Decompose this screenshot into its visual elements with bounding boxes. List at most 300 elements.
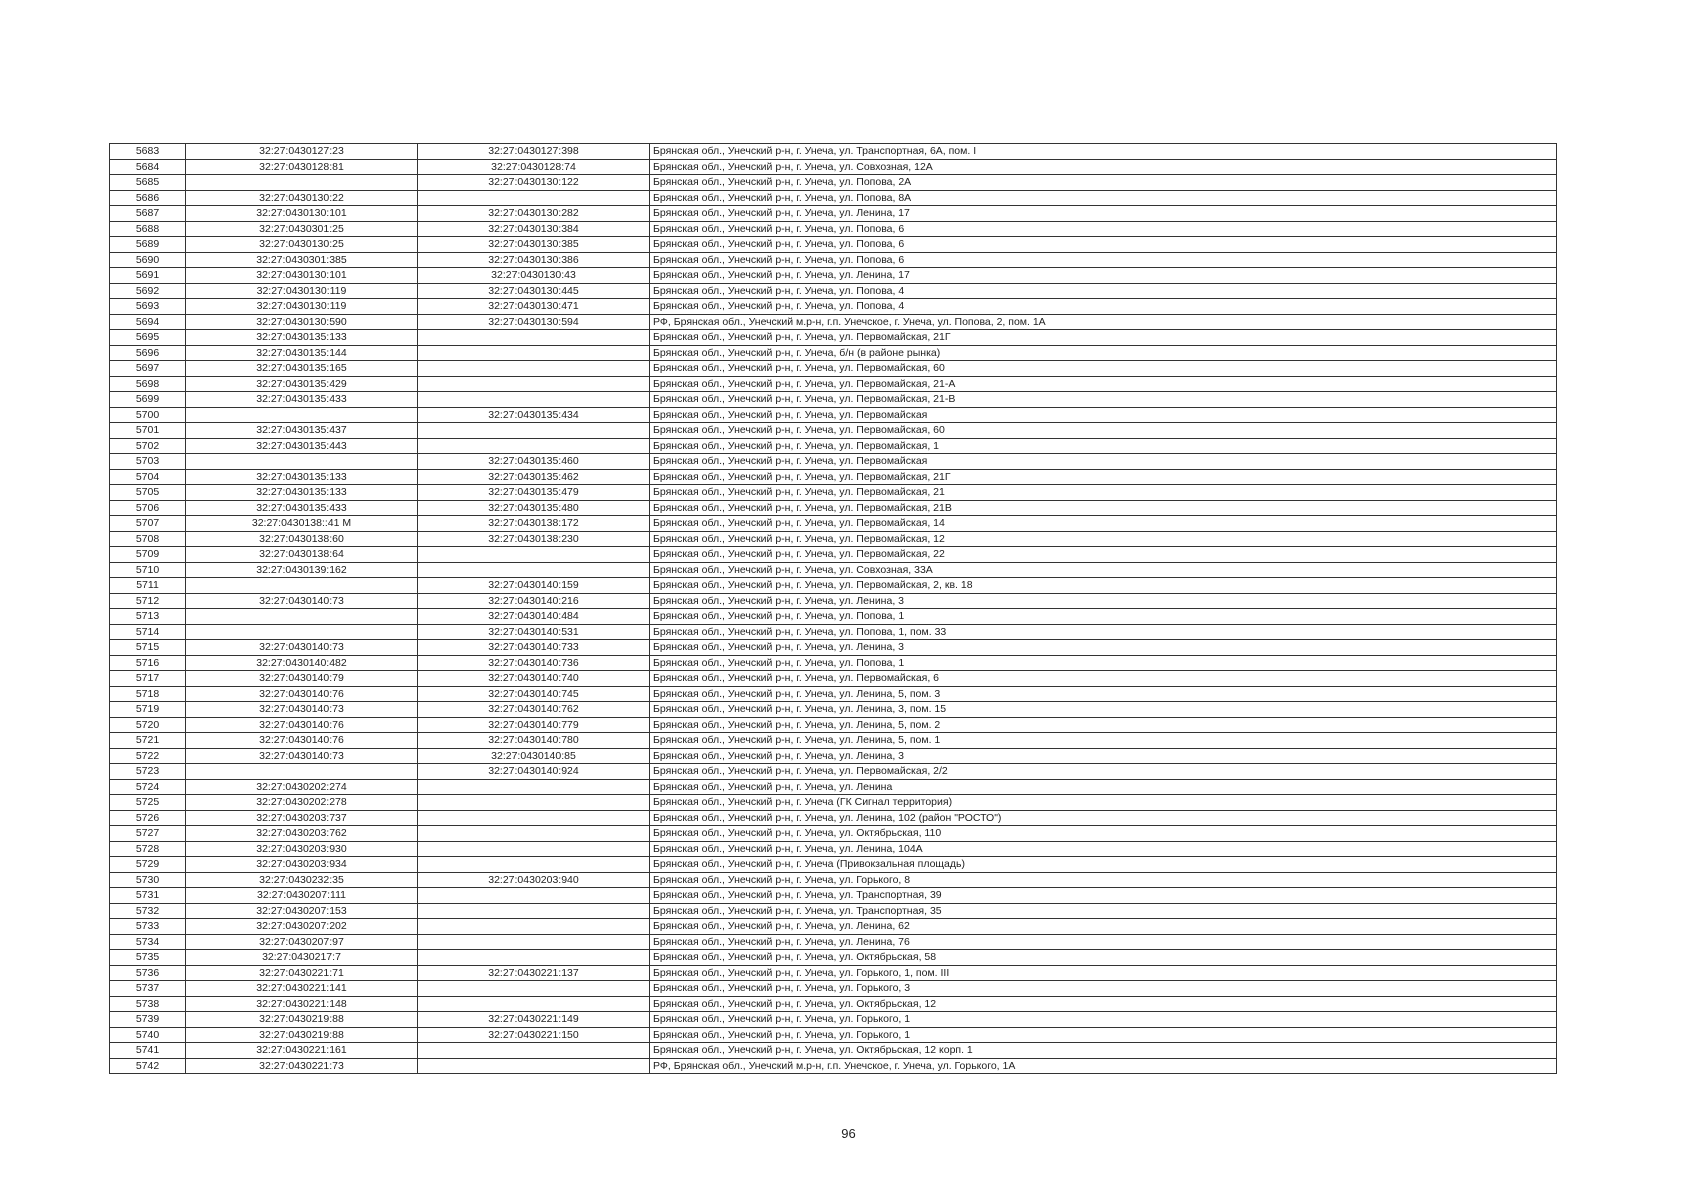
address-cell: Брянская обл., Унечский р-н, г. Унеча, ул. Первомайская, 21Г xyxy=(650,469,1557,485)
address-cell: Брянская обл., Унечский р-н, г. Унеча, ул. Попова, 4 xyxy=(650,283,1557,299)
address-cell: Брянская обл., Унечский р-н, г. Унеча, ул. Первомайская, 21-В xyxy=(650,392,1557,408)
object-cadastral-number-cell xyxy=(418,919,650,935)
address-cell: Брянская обл., Унечский р-н, г. Унеча, ул. Октябрьская, 110 xyxy=(650,826,1557,842)
table-row xyxy=(110,361,1557,377)
registry-table-body xyxy=(110,144,1557,1074)
cadastral-number-cell: 32:27:0430301:385 xyxy=(186,252,418,268)
row-number-cell: 5738 xyxy=(110,996,186,1012)
table-row xyxy=(110,965,1557,981)
cadastral-number-cell: 32:27:0430207:97 xyxy=(186,934,418,950)
table-row xyxy=(110,609,1557,625)
cadastral-number-cell: 32:27:0430138:64 xyxy=(186,547,418,563)
table-row xyxy=(110,934,1557,950)
cadastral-number-cell: 32:27:0430203:762 xyxy=(186,826,418,842)
cadastral-number-cell: 32:27:0430135:133 xyxy=(186,469,418,485)
object-cadastral-number-cell xyxy=(418,841,650,857)
cadastral-number-cell: 32:27:0430221:148 xyxy=(186,996,418,1012)
address-cell: Брянская обл., Унечский р-н, г. Унеча, ул. Первомайская, 60 xyxy=(650,361,1557,377)
cadastral-number-cell: 32:27:0430207:202 xyxy=(186,919,418,935)
address-cell: Брянская обл., Унечский р-н, г. Унеча, ул. Ленина, 17 xyxy=(650,206,1557,222)
cadastral-number-cell: 32:27:0430138:60 xyxy=(186,531,418,547)
cadastral-number-cell: 32:27:0430130:101 xyxy=(186,206,418,222)
address-cell: Брянская обл., Унечский р-н, г. Унеча, ул. Ленина, 62 xyxy=(650,919,1557,935)
cadastral-number-cell xyxy=(186,175,418,191)
cadastral-number-cell: 32:27:0430140:482 xyxy=(186,655,418,671)
cadastral-number-cell: 32:27:0430135:165 xyxy=(186,361,418,377)
object-cadastral-number-cell: 32:27:0430140:736 xyxy=(418,655,650,671)
table-row xyxy=(110,919,1557,935)
row-number-cell: 5719 xyxy=(110,702,186,718)
cadastral-number-cell: 32:27:0430130:119 xyxy=(186,299,418,315)
table-row xyxy=(110,733,1557,749)
address-cell: Брянская обл., Унечский р-н, г. Унеча, ул. Горького, 3 xyxy=(650,981,1557,997)
row-number-cell: 5684 xyxy=(110,159,186,175)
table-row xyxy=(110,144,1557,160)
cadastral-number-cell: 32:27:0430130:22 xyxy=(186,190,418,206)
address-cell: Брянская обл., Унечский р-н, г. Унеча, ул. Ленина, 5, пом. 3 xyxy=(650,686,1557,702)
table-row xyxy=(110,376,1557,392)
address-cell: Брянская обл., Унечский р-н, г. Унеча, ул. Транспортная, 6А, пом. I xyxy=(650,144,1557,160)
row-number-cell: 5724 xyxy=(110,779,186,795)
row-number-cell: 5721 xyxy=(110,733,186,749)
address-cell: Брянская обл., Унечский р-н, г. Унеча, ул. Октябрьская, 12 xyxy=(650,996,1557,1012)
row-number-cell: 5739 xyxy=(110,1012,186,1028)
row-number-cell: 5733 xyxy=(110,919,186,935)
address-cell: Брянская обл., Унечский р-н, г. Унеча, ул. Горького, 8 xyxy=(650,872,1557,888)
table-row xyxy=(110,1043,1557,1059)
row-number-cell: 5720 xyxy=(110,717,186,733)
address-cell: Брянская обл., Унечский р-н, г. Унеча, ул. Ленина, 3 xyxy=(650,748,1557,764)
object-cadastral-number-cell: 32:27:0430130:384 xyxy=(418,221,650,237)
row-number-cell: 5706 xyxy=(110,500,186,516)
table-row xyxy=(110,252,1557,268)
table-row xyxy=(110,981,1557,997)
table-row xyxy=(110,702,1557,718)
cadastral-number-cell: 32:27:0430135:433 xyxy=(186,392,418,408)
row-number-cell: 5712 xyxy=(110,593,186,609)
row-number-cell: 5704 xyxy=(110,469,186,485)
cadastral-number-cell: 32:27:0430221:71 xyxy=(186,965,418,981)
table-row xyxy=(110,764,1557,780)
object-cadastral-number-cell: 32:27:0430221:137 xyxy=(418,965,650,981)
table-row xyxy=(110,407,1557,423)
address-cell: Брянская обл., Унечский р-н, г. Унеча, ул. Попова, 4 xyxy=(650,299,1557,315)
address-cell: Брянская обл., Унечский р-н, г. Унеча, ул. Первомайская, 60 xyxy=(650,423,1557,439)
cadastral-number-cell: 32:27:0430140:76 xyxy=(186,733,418,749)
row-number-cell: 5697 xyxy=(110,361,186,377)
cadastral-number-cell: 32:27:0430135:133 xyxy=(186,330,418,346)
cadastral-number-cell: 32:27:0430232:35 xyxy=(186,872,418,888)
object-cadastral-number-cell: 32:27:0430221:150 xyxy=(418,1027,650,1043)
cadastral-number-cell: 32:27:0430138::41 М xyxy=(186,516,418,532)
table-row xyxy=(110,330,1557,346)
row-number-cell: 5726 xyxy=(110,810,186,826)
table-row xyxy=(110,438,1557,454)
object-cadastral-number-cell xyxy=(418,376,650,392)
row-number-cell: 5707 xyxy=(110,516,186,532)
object-cadastral-number-cell xyxy=(418,361,650,377)
object-cadastral-number-cell xyxy=(418,547,650,563)
cadastral-number-cell xyxy=(186,578,418,594)
row-number-cell: 5736 xyxy=(110,965,186,981)
cadastral-number-cell: 32:27:0430135:437 xyxy=(186,423,418,439)
object-cadastral-number-cell xyxy=(418,392,650,408)
address-cell: Брянская обл., Унечский р-н, г. Унеча, ул. Ленина, 102 (район "РОСТО") xyxy=(650,810,1557,826)
address-cell: РФ, Брянская обл., Унечский м.р-н, г.п. Унечское, г. Унеча, ул. Попова, 2, пом. 1А xyxy=(650,314,1557,330)
object-cadastral-number-cell: 32:27:0430203:940 xyxy=(418,872,650,888)
cadastral-number-cell: 32:27:0430130:25 xyxy=(186,237,418,253)
object-cadastral-number-cell: 32:27:0430130:445 xyxy=(418,283,650,299)
cadastral-number-cell: 32:27:0430140:79 xyxy=(186,671,418,687)
address-cell: Брянская обл., Унечский р-н, г. Унеча, ул. Транспортная, 39 xyxy=(650,888,1557,904)
object-cadastral-number-cell: 32:27:0430130:471 xyxy=(418,299,650,315)
object-cadastral-number-cell: 32:27:0430135:434 xyxy=(418,407,650,423)
address-cell: Брянская обл., Унечский р-н, г. Унеча, ул. Первомайская, 1 xyxy=(650,438,1557,454)
table-row xyxy=(110,888,1557,904)
cadastral-number-cell: 32:27:0430140:73 xyxy=(186,640,418,656)
row-number-cell: 5699 xyxy=(110,392,186,408)
address-cell: Брянская обл., Унечский р-н, г. Унеча, ул. Ленина, 3, пом. 15 xyxy=(650,702,1557,718)
object-cadastral-number-cell: 32:27:0430140:780 xyxy=(418,733,650,749)
cadastral-number-cell: 32:27:0430203:930 xyxy=(186,841,418,857)
cadastral-number-cell: 32:27:0430219:88 xyxy=(186,1027,418,1043)
row-number-cell: 5693 xyxy=(110,299,186,315)
object-cadastral-number-cell: 32:27:0430140:531 xyxy=(418,624,650,640)
cadastral-number-cell: 32:27:0430203:934 xyxy=(186,857,418,873)
row-number-cell: 5737 xyxy=(110,981,186,997)
address-cell: Брянская обл., Унечский р-н, г. Унеча (Привокзальная площадь) xyxy=(650,857,1557,873)
address-cell: Брянская обл., Унечский р-н, г. Унеча, ул. Транспортная, 35 xyxy=(650,903,1557,919)
row-number-cell: 5725 xyxy=(110,795,186,811)
object-cadastral-number-cell xyxy=(418,423,650,439)
object-cadastral-number-cell xyxy=(418,779,650,795)
table-row xyxy=(110,268,1557,284)
row-number-cell: 5688 xyxy=(110,221,186,237)
cadastral-number-cell: 32:27:0430130:119 xyxy=(186,283,418,299)
row-number-cell: 5705 xyxy=(110,485,186,501)
address-cell: Брянская обл., Унечский р-н, г. Унеча, ул. Ленина, 3 xyxy=(650,640,1557,656)
page-number: 96 xyxy=(841,1126,856,1141)
table-row xyxy=(110,996,1557,1012)
cadastral-number-cell xyxy=(186,609,418,625)
address-cell: Брянская обл., Унечский р-н, г. Унеча, ул. Попова, 1, пом. 33 xyxy=(650,624,1557,640)
object-cadastral-number-cell xyxy=(418,190,650,206)
table-row xyxy=(110,175,1557,191)
table-row xyxy=(110,1058,1557,1074)
table-row xyxy=(110,423,1557,439)
cadastral-number-cell: 32:27:0430217:7 xyxy=(186,950,418,966)
cadastral-number-cell xyxy=(186,407,418,423)
row-number-cell: 5700 xyxy=(110,407,186,423)
row-number-cell: 5729 xyxy=(110,857,186,873)
row-number-cell: 5732 xyxy=(110,903,186,919)
cadastral-number-cell: 32:27:0430135:433 xyxy=(186,500,418,516)
row-number-cell: 5685 xyxy=(110,175,186,191)
object-cadastral-number-cell xyxy=(418,810,650,826)
row-number-cell: 5717 xyxy=(110,671,186,687)
table-row xyxy=(110,547,1557,563)
address-cell: Брянская обл., Унечский р-н, г. Унеча, ул. Ленина, 76 xyxy=(650,934,1557,950)
object-cadastral-number-cell xyxy=(418,1058,650,1074)
table-row xyxy=(110,237,1557,253)
object-cadastral-number-cell: 32:27:0430140:924 xyxy=(418,764,650,780)
cadastral-number-cell: 32:27:0430221:73 xyxy=(186,1058,418,1074)
table-row xyxy=(110,779,1557,795)
address-cell: Брянская обл., Унечский р-н, г. Унеча, ул. Первомайская, 2/2 xyxy=(650,764,1557,780)
table-row xyxy=(110,671,1557,687)
cadastral-number-cell: 32:27:0430140:73 xyxy=(186,593,418,609)
object-cadastral-number-cell xyxy=(418,345,650,361)
row-number-cell: 5718 xyxy=(110,686,186,702)
cadastral-number-cell: 32:27:0430127:23 xyxy=(186,144,418,160)
object-cadastral-number-cell: 32:27:0430140:762 xyxy=(418,702,650,718)
cadastral-number-cell: 32:27:0430130:101 xyxy=(186,268,418,284)
table-row xyxy=(110,655,1557,671)
cadastral-number-cell: 32:27:0430135:429 xyxy=(186,376,418,392)
row-number-cell: 5692 xyxy=(110,283,186,299)
table-row xyxy=(110,221,1557,237)
cadastral-number-cell: 32:27:0430203:737 xyxy=(186,810,418,826)
cadastral-number-cell: 32:27:0430135:144 xyxy=(186,345,418,361)
table-row xyxy=(110,857,1557,873)
object-cadastral-number-cell: 32:27:0430140:740 xyxy=(418,671,650,687)
object-cadastral-number-cell: 32:27:0430140:159 xyxy=(418,578,650,594)
object-cadastral-number-cell: 32:27:0430140:85 xyxy=(418,748,650,764)
address-cell: Брянская обл., Унечский р-н, г. Унеча, ул. Попова, 6 xyxy=(650,221,1557,237)
row-number-cell: 5711 xyxy=(110,578,186,594)
table-row xyxy=(110,531,1557,547)
cadastral-number-cell: 32:27:0430202:278 xyxy=(186,795,418,811)
row-number-cell: 5689 xyxy=(110,237,186,253)
table-row xyxy=(110,392,1557,408)
row-number-cell: 5731 xyxy=(110,888,186,904)
table-row xyxy=(110,578,1557,594)
cadastral-number-cell: 32:27:0430207:111 xyxy=(186,888,418,904)
table-row xyxy=(110,485,1557,501)
row-number-cell: 5723 xyxy=(110,764,186,780)
object-cadastral-number-cell xyxy=(418,981,650,997)
cadastral-number-cell: 32:27:0430140:73 xyxy=(186,702,418,718)
row-number-cell: 5702 xyxy=(110,438,186,454)
object-cadastral-number-cell xyxy=(418,950,650,966)
cadastral-number-cell: 32:27:0430221:161 xyxy=(186,1043,418,1059)
address-cell: Брянская обл., Унечский р-н, г. Унеча, ул. Ленина, 5, пом. 1 xyxy=(650,733,1557,749)
object-cadastral-number-cell: 32:27:0430140:745 xyxy=(418,686,650,702)
table-row xyxy=(110,686,1557,702)
row-number-cell: 5728 xyxy=(110,841,186,857)
row-number-cell: 5741 xyxy=(110,1043,186,1059)
table-row xyxy=(110,872,1557,888)
table-row xyxy=(110,640,1557,656)
cadastral-number-cell: 32:27:0430130:590 xyxy=(186,314,418,330)
table-row xyxy=(110,500,1557,516)
object-cadastral-number-cell: 32:27:0430135:479 xyxy=(418,485,650,501)
row-number-cell: 5708 xyxy=(110,531,186,547)
row-number-cell: 5716 xyxy=(110,655,186,671)
table-row xyxy=(110,795,1557,811)
table-row xyxy=(110,159,1557,175)
cadastral-number-cell: 32:27:0430221:141 xyxy=(186,981,418,997)
object-cadastral-number-cell: 32:27:0430127:398 xyxy=(418,144,650,160)
table-row xyxy=(110,345,1557,361)
object-cadastral-number-cell xyxy=(418,562,650,578)
address-cell: Брянская обл., Унечский р-н, г. Унеча, ул. Первомайская, 21 xyxy=(650,485,1557,501)
row-number-cell: 5687 xyxy=(110,206,186,222)
row-number-cell: 5730 xyxy=(110,872,186,888)
object-cadastral-number-cell: 32:27:0430128:74 xyxy=(418,159,650,175)
address-cell: Брянская обл., Унечский р-н, г. Унеча, ул. Горького, 1 xyxy=(650,1027,1557,1043)
table-row xyxy=(110,206,1557,222)
address-cell: Брянская обл., Унечский р-н, г. Унеча, ул. Октябрьская, 58 xyxy=(650,950,1557,966)
address-cell: Брянская обл., Унечский р-н, г. Унеча, ул. Попова, 1 xyxy=(650,609,1557,625)
table-row xyxy=(110,469,1557,485)
row-number-cell: 5722 xyxy=(110,748,186,764)
table-row xyxy=(110,1012,1557,1028)
object-cadastral-number-cell: 32:27:0430138:172 xyxy=(418,516,650,532)
row-number-cell: 5734 xyxy=(110,934,186,950)
object-cadastral-number-cell: 32:27:0430140:484 xyxy=(418,609,650,625)
address-cell: Брянская обл., Унечский р-н, г. Унеча, ул. Совхозная, 12А xyxy=(650,159,1557,175)
object-cadastral-number-cell: 32:27:0430130:594 xyxy=(418,314,650,330)
cadastral-number-cell: 32:27:0430128:81 xyxy=(186,159,418,175)
address-cell: Брянская обл., Унечский р-н, г. Унеча, ул. Попова, 2А xyxy=(650,175,1557,191)
table-row xyxy=(110,841,1557,857)
object-cadastral-number-cell: 32:27:0430140:733 xyxy=(418,640,650,656)
cadastral-number-cell: 32:27:0430135:133 xyxy=(186,485,418,501)
address-cell: Брянская обл., Унечский р-н, г. Унеча, ул. Октябрьская, 12 корп. 1 xyxy=(650,1043,1557,1059)
address-cell: Брянская обл., Унечский р-н, г. Унеча, ул. Горького, 1 xyxy=(650,1012,1557,1028)
row-number-cell: 5710 xyxy=(110,562,186,578)
table-row xyxy=(110,454,1557,470)
address-cell: Брянская обл., Унечский р-н, г. Унеча, ул. Ленина, 17 xyxy=(650,268,1557,284)
row-number-cell: 5742 xyxy=(110,1058,186,1074)
row-number-cell: 5690 xyxy=(110,252,186,268)
object-cadastral-number-cell xyxy=(418,888,650,904)
object-cadastral-number-cell xyxy=(418,903,650,919)
address-cell: Брянская обл., Унечский р-н, г. Унеча, ул. Горького, 1, пом. III xyxy=(650,965,1557,981)
address-cell: Брянская обл., Унечский р-н, г. Унеча, ул. Первомайская, 21Г xyxy=(650,330,1557,346)
cadastral-number-cell xyxy=(186,454,418,470)
object-cadastral-number-cell: 32:27:0430130:386 xyxy=(418,252,650,268)
address-cell: Брянская обл., Унечский р-н, г. Унеча, ул. Совхозная, 33А xyxy=(650,562,1557,578)
address-cell: Брянская обл., Унечский р-н, г. Унеча, ул. Попова, 8А xyxy=(650,190,1557,206)
table-row xyxy=(110,826,1557,842)
address-cell: Брянская обл., Унечский р-н, г. Унеча, ул. Ленина, 3 xyxy=(650,593,1557,609)
address-cell: Брянская обл., Унечский р-н, г. Унеча, ул. Первомайская xyxy=(650,454,1557,470)
row-number-cell: 5698 xyxy=(110,376,186,392)
row-number-cell: 5714 xyxy=(110,624,186,640)
address-cell: Брянская обл., Унечский р-н, г. Унеча, ул. Первомайская, 12 xyxy=(650,531,1557,547)
row-number-cell: 5696 xyxy=(110,345,186,361)
object-cadastral-number-cell: 32:27:0430140:779 xyxy=(418,717,650,733)
object-cadastral-number-cell xyxy=(418,1043,650,1059)
table-row xyxy=(110,593,1557,609)
object-cadastral-number-cell: 32:27:0430138:230 xyxy=(418,531,650,547)
table-row xyxy=(110,717,1557,733)
object-cadastral-number-cell: 32:27:0430130:385 xyxy=(418,237,650,253)
row-number-cell: 5701 xyxy=(110,423,186,439)
row-number-cell: 5691 xyxy=(110,268,186,284)
object-cadastral-number-cell xyxy=(418,996,650,1012)
address-cell: Брянская обл., Унечский р-н, г. Унеча, ул. Первомайская, 21В xyxy=(650,500,1557,516)
object-cadastral-number-cell: 32:27:0430221:149 xyxy=(418,1012,650,1028)
cadastral-number-cell: 32:27:0430140:76 xyxy=(186,686,418,702)
address-cell: Брянская обл., Унечский р-н, г. Унеча (ГК Сигнал территория) xyxy=(650,795,1557,811)
object-cadastral-number-cell: 32:27:0430135:460 xyxy=(418,454,650,470)
row-number-cell: 5735 xyxy=(110,950,186,966)
table-row xyxy=(110,903,1557,919)
address-cell: Брянская обл., Унечский р-н, г. Унеча, ул. Попова, 6 xyxy=(650,237,1557,253)
row-number-cell: 5694 xyxy=(110,314,186,330)
row-number-cell: 5713 xyxy=(110,609,186,625)
object-cadastral-number-cell xyxy=(418,857,650,873)
table-row xyxy=(110,950,1557,966)
table-row xyxy=(110,516,1557,532)
object-cadastral-number-cell xyxy=(418,826,650,842)
address-cell: Брянская обл., Унечский р-н, г. Унеча, б/н (в районе рынка) xyxy=(650,345,1557,361)
registry-table xyxy=(109,143,1557,1074)
table-row xyxy=(110,314,1557,330)
cadastral-number-cell: 32:27:0430219:88 xyxy=(186,1012,418,1028)
row-number-cell: 5715 xyxy=(110,640,186,656)
cadastral-number-cell: 32:27:0430301:25 xyxy=(186,221,418,237)
object-cadastral-number-cell xyxy=(418,330,650,346)
cadastral-number-cell xyxy=(186,624,418,640)
cadastral-number-cell: 32:27:0430202:274 xyxy=(186,779,418,795)
object-cadastral-number-cell xyxy=(418,934,650,950)
object-cadastral-number-cell: 32:27:0430130:122 xyxy=(418,175,650,191)
address-cell: Брянская обл., Унечский р-н, г. Унеча, ул. Попова, 6 xyxy=(650,252,1557,268)
address-cell: Брянская обл., Унечский р-н, г. Унеча, ул. Попова, 1 xyxy=(650,655,1557,671)
cadastral-number-cell: 32:27:0430140:76 xyxy=(186,717,418,733)
object-cadastral-number-cell: 32:27:0430135:462 xyxy=(418,469,650,485)
table-row xyxy=(110,810,1557,826)
address-cell: Брянская обл., Унечский р-н, г. Унеча, ул. Первомайская xyxy=(650,407,1557,423)
table-row xyxy=(110,283,1557,299)
address-cell: Брянская обл., Унечский р-н, г. Унеча, ул. Ленина xyxy=(650,779,1557,795)
table-row xyxy=(110,748,1557,764)
address-cell: Брянская обл., Унечский р-н, г. Унеча, ул. Первомайская, 21-А xyxy=(650,376,1557,392)
object-cadastral-number-cell: 32:27:0430135:480 xyxy=(418,500,650,516)
cadastral-number-cell: 32:27:0430139:162 xyxy=(186,562,418,578)
object-cadastral-number-cell xyxy=(418,795,650,811)
row-number-cell: 5683 xyxy=(110,144,186,160)
address-cell: Брянская обл., Унечский р-н, г. Унеча, ул. Первомайская, 2, кв. 18 xyxy=(650,578,1557,594)
object-cadastral-number-cell: 32:27:0430130:282 xyxy=(418,206,650,222)
table-row xyxy=(110,624,1557,640)
object-cadastral-number-cell: 32:27:0430130:43 xyxy=(418,268,650,284)
row-number-cell: 5709 xyxy=(110,547,186,563)
address-cell: Брянская обл., Унечский р-н, г. Унеча, ул. Ленина, 5, пом. 2 xyxy=(650,717,1557,733)
address-cell: РФ, Брянская обл., Унечский м.р-н, г.п. Унечское, г. Унеча, ул. Горького, 1А xyxy=(650,1058,1557,1074)
row-number-cell: 5703 xyxy=(110,454,186,470)
cadastral-number-cell xyxy=(186,764,418,780)
address-cell: Брянская обл., Унечский р-н, г. Унеча, ул. Первомайская, 14 xyxy=(650,516,1557,532)
table-row xyxy=(110,190,1557,206)
row-number-cell: 5686 xyxy=(110,190,186,206)
cadastral-number-cell: 32:27:0430135:443 xyxy=(186,438,418,454)
address-cell: Брянская обл., Унечский р-н, г. Унеча, ул. Первомайская, 22 xyxy=(650,547,1557,563)
table-row xyxy=(110,1027,1557,1043)
table-row xyxy=(110,299,1557,315)
address-cell: Брянская обл., Унечский р-н, г. Унеча, ул. Ленина, 104А xyxy=(650,841,1557,857)
object-cadastral-number-cell xyxy=(418,438,650,454)
row-number-cell: 5695 xyxy=(110,330,186,346)
cadastral-number-cell: 32:27:0430207:153 xyxy=(186,903,418,919)
object-cadastral-number-cell: 32:27:0430140:216 xyxy=(418,593,650,609)
address-cell: Брянская обл., Унечский р-н, г. Унеча, ул. Первомайская, 6 xyxy=(650,671,1557,687)
table-row xyxy=(110,562,1557,578)
